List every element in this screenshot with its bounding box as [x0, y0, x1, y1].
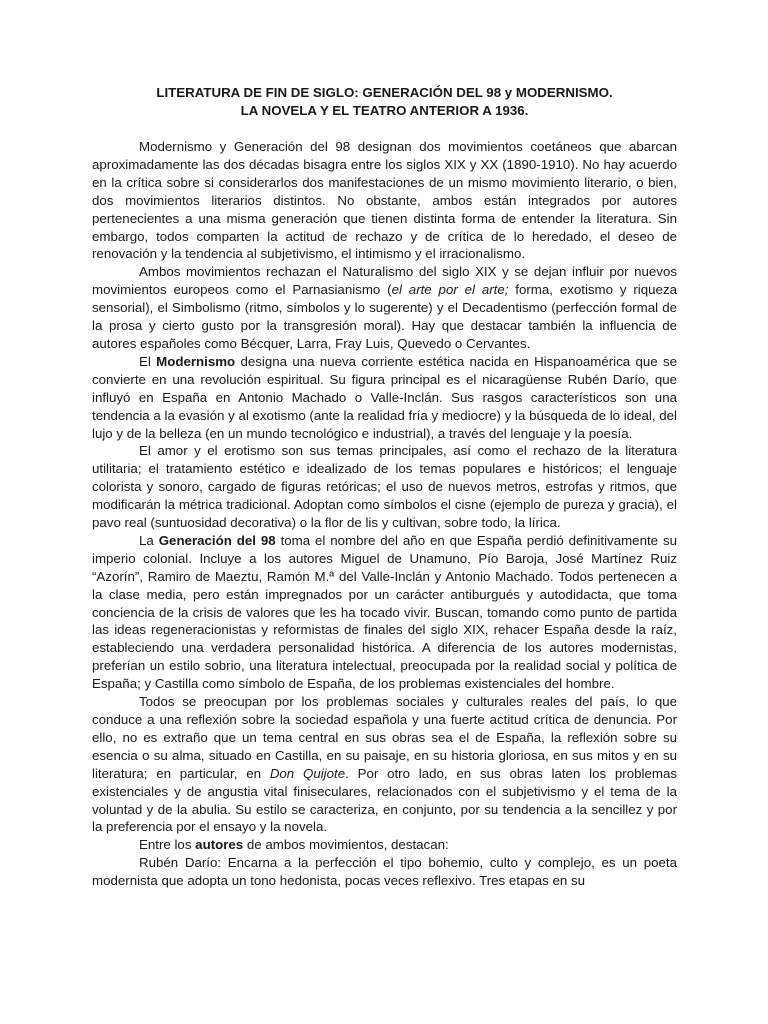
paragraph-5-text-a: La: [139, 532, 159, 548]
paragraph-8: Rubén Darío: Encarna a la perfección el tipo bohemio, culto y complejo, es un poeta modernista que adopta un tono hedonista, pocas veces reflexivo. Tres etapas en su: [92, 855, 677, 889]
document-page: [92, 84, 677, 890]
paragraph-4: El amor y el erotismo son sus temas principales, así como el rechazo de la literatura utilitaria; el tratamiento estético e idealizado de los temas populares e históricos; el lenguaje colorista y sonoro, cargado de figuras retóricas; el uso de nuevos metros, estrofas y ritmos, que modificarán la métrica tradicional. Adoptan como símbolos el cisne (ejemplo de pureza y gracia), el pavo real (suntuosidad decorativa) o la flor de lis y cultivan, sobre todo, la lírica.: [92, 443, 677, 531]
title-line-1: LITERATURA DE FIN DE SIGLO: GENERACIÓN DEL 98 y MODERNISMO.: [156, 85, 613, 100]
paragraph-6: [92, 693, 677, 836]
document-title: [92, 84, 677, 120]
paragraph-6-text-a: Todos se preocupan por los problemas sociales y culturales reales del país, lo que conduce a una reflexión sobre la sociedad española y una fuerte actitud crítica de denuncia. Por ello, no es extraño que un tema central en sus obras sea el de España, la reflexión sobre su esencia o su alma, situado en Castilla, en su paisaje, en su historia gloriosa, en sus mitos y en su literatura; en particular, en: [92, 694, 677, 781]
paragraph-7: [92, 836, 677, 854]
paragraph-7-text-b: de ambos movimientos, destacan:: [243, 837, 449, 853]
paragraph-7-text-a: Entre los: [139, 837, 196, 853]
paragraph-6-italic: Don Quijote: [269, 765, 346, 781]
paragraph-5: [92, 532, 677, 693]
paragraph-2: [92, 263, 677, 353]
paragraph-7-bold: autores: [195, 837, 244, 853]
paragraph-6-text-b: . Por otro lado, en sus obras laten los problemas existenciales y de angustia vital finiseculares, relacionados con el subjetivismo y el tema de la voluntad y de la abulia. Su estilo se caracteriza, en conjunto, por su tendencia a la sencillez y por la preferencia por el ensayo y la novela.: [92, 765, 677, 835]
paragraph-3-text-b: designa una nueva corriente estética nacida en Hispanoamérica que se convierte en una revolución espiritual. Su figura principal es el nicaragüense Rubén Darío, que influyó en España en Antonio Machado o Valle-Inclán. Sus rasgos característicos son una tendencia a la evasión y al exotismo (ante la realidad fría y mediocre) y la búsqueda de lo ideal, del lujo y de la belleza (en un mundo tecnológico e industrial), a través del lenguaje y la poesía.: [92, 353, 677, 441]
paragraph-1: Modernismo y Generación del 98 designan dos movimientos coetáneos que abarcan aproximadamente las dos décadas bisagra entre los siglos XIX y XX (1890-1910). No hay acuerdo en la crítica sobre si considerarlos dos manifestaciones de un mismo movimiento literario, o bien, dos movimientos literarios distintos. No obstante, ambos están integrados por autores pertenecientes a una misma generación que tienen distinta forma de entender la literatura. Sin embargo, todos comparten la actitud de rechazo y de crítica de lo heredado, el deseo de renovación y la tendencia al subjetivismo, el intimismo y el irracionalismo.: [92, 139, 677, 262]
paragraph-3-text-a: El: [139, 353, 157, 369]
paragraph-5-bold: Generación del 98: [158, 532, 276, 548]
paragraph-2-text-a: Ambos movimientos rechazan el Naturalismo del siglo XIX y se dejan influir por nuevos movimientos europeos como el Parnasianismo (: [92, 264, 677, 298]
title-line-2: LA NOVELA Y EL TEATRO ANTERIOR A 1936.: [240, 103, 529, 118]
paragraph-2-italic: el arte por el arte;: [391, 282, 509, 298]
paragraph-5-text-b: toma el nombre del año en que España perdió definitivamente su imperio colonial. Incluye a los autores Miguel de Unamuno, Pío Baroja, José Martínez Ruiz “Azorín”, Ramiro de Maeztu, Ramón M.ª del Valle-Inclán y Antonio Machado. Todos pertenecen a la clase media, pero están impregnados por un carácter antiburgués y autodidacta, que toma conciencia de la crisis de valores que les ha tocado vivir. Buscan, tomando como punto de partida las ideas regeneracionistas y reformistas de finales del siglo XIX, rehacer España desde la raíz, estableciendo una verdadera personalidad histórica. A diferencia de los autores modernistas, preferían un estilo sobrio, una literatura intelectual, preocupada por la realidad social y política de España; y Castilla como símbolo de España, de los problemas existenciales del hombre.: [92, 532, 677, 692]
paragraph-3-bold: Modernismo: [156, 353, 236, 369]
paragraph-2-text-b: forma, exotismo y riqueza sensorial), el Simbolismo (ritmo, símbolos y lo sugerente) y el Decadentismo (perfección formal de la prosa y cierto gusto por la transgresión moral). Hay que destacar también la influencia de autores españoles como Bécquer, Larra, Fray Luis, Quevedo o Cervantes.: [92, 282, 677, 351]
paragraph-3: [92, 353, 677, 443]
